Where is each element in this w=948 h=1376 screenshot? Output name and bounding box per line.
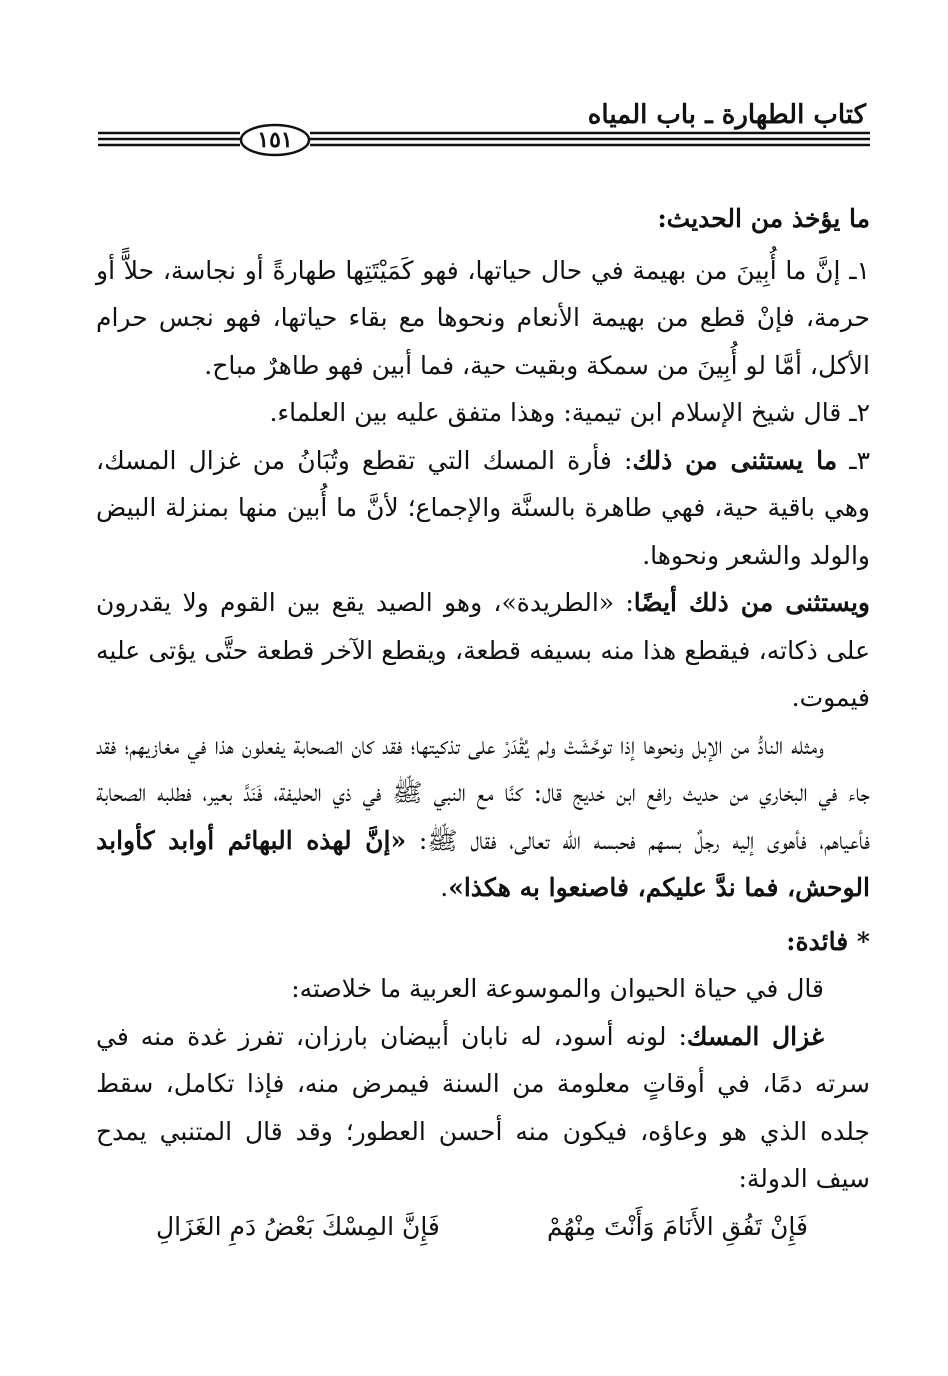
hadith-paragraph — [96, 722, 870, 912]
benefit-heading: * فائدة: — [786, 926, 870, 956]
exception-paragraph — [96, 579, 870, 722]
point-1-number: ١ـ — [840, 255, 870, 285]
page-body — [96, 195, 870, 1250]
exception-bold: ويستثنى من ذلك أيضًا — [633, 588, 871, 617]
point-2 — [96, 389, 870, 437]
hadith-quote: «إنَّ لهذه البهائم أوابد كأوابد الوحش، فما ندَّ عليكم، فاصنعوا به هكذا» — [96, 825, 870, 902]
point-1-text: إنَّ ما أُبِينَ من بهيمة في حال حياتها، فهو كَمَيْتَتِها طهارةً أو نجاسة، حلاًّ أو حرمة، فإنْ قطع من بهيمة الأنعام ونحوها مع بقاء حياتها، فهو نجس حرام الأكل، أمَّا لو أُبِينَ من سمكة وبقيت حية، فما أبين فهو طاهرٌ مباح. — [96, 255, 870, 380]
point-1 — [96, 247, 870, 390]
exception-text: : «الطريدة»، وهو الصيد يقع بين القوم ولا يقدرون على ذكاته، فيقطع هذا منه بسيفه قطعة، ويقطع الآخر قطعة حتَّى يؤتى عليه فيموت. — [96, 588, 870, 712]
verse-second-hemistich: فَإِنَّ المِسْكَ بَعْضُ دَمِ الغَزَالِ — [156, 1211, 440, 1241]
point-2-text: قال شيخ الإسلام ابن تيمية: وهذا متفق عليه بين العلماء. — [269, 398, 842, 427]
header-rule-ornament — [98, 120, 870, 160]
running-header-title: كتاب الطهارة ـ باب المياه — [587, 100, 866, 130]
summary-intro: قال في حياة الحيوان والموسوعة العربية ما خلاصته: — [291, 974, 824, 1003]
verse-first-hemistich: فَإِنْ تَفُقِ الأَنَامَ وَأَنْتَ مِنْهُمْ — [546, 1211, 808, 1241]
point-3-text: : فأرة المسك التي تقطع وتُبَانُ من غزال المسك، وهي باقية حية، فهي طاهرة بالسنَّة والإجماع؛ لأنَّ ما أُبين منها بمنزلة البيض والولد والشعر ونحوها. — [96, 445, 870, 570]
musk-deer-paragraph — [96, 1013, 870, 1203]
page-number: ١٥١ — [257, 127, 293, 153]
point-3 — [96, 437, 870, 580]
point-3-number: ٣ـ — [837, 445, 870, 475]
musk-deer-bold: غزال المسك — [686, 1021, 824, 1051]
hadith-text: ومثله النادُّ من الإبل ونحوها إذا توحَّشَتْ ولم يُقْدَرْ على تذكيتها؛ فقد كان الصحابة يفعلون هذا في مغازيهم؛ فقد جاء في البخاري من حديث رافع ابن خديج قال: كنَّا مع النبي ﷺ في ذي الحليفة، فَنَدَّ بعير، فطلبه الصحابة فأعياهم، فأهوى إليه رجلٌ بسهم فحبسه الله تعالى، فقال ﷺ: — [96, 730, 870, 855]
point-2-number: ٢ـ — [841, 398, 870, 427]
point-3-bold: ما يستثنى من ذلك — [632, 445, 838, 475]
poetry-verse — [96, 1203, 870, 1251]
takeaways-heading: ما يؤخذ من الحديث: — [657, 204, 870, 233]
hadith-end: . — [440, 873, 449, 902]
musk-deer-text: : لونه أسود، له نابان أبيضان بارزان، تفرز غدة منه في سرته دمًا، في أوقاتٍ معلومة من السنة فيمرض منه، فإذا تكامل، سقط جلده الذي هو وعاؤه، فيكون منه أحسن العطور؛ وقد قال المتنبي يمدح سيف الدولة: — [96, 1021, 870, 1193]
